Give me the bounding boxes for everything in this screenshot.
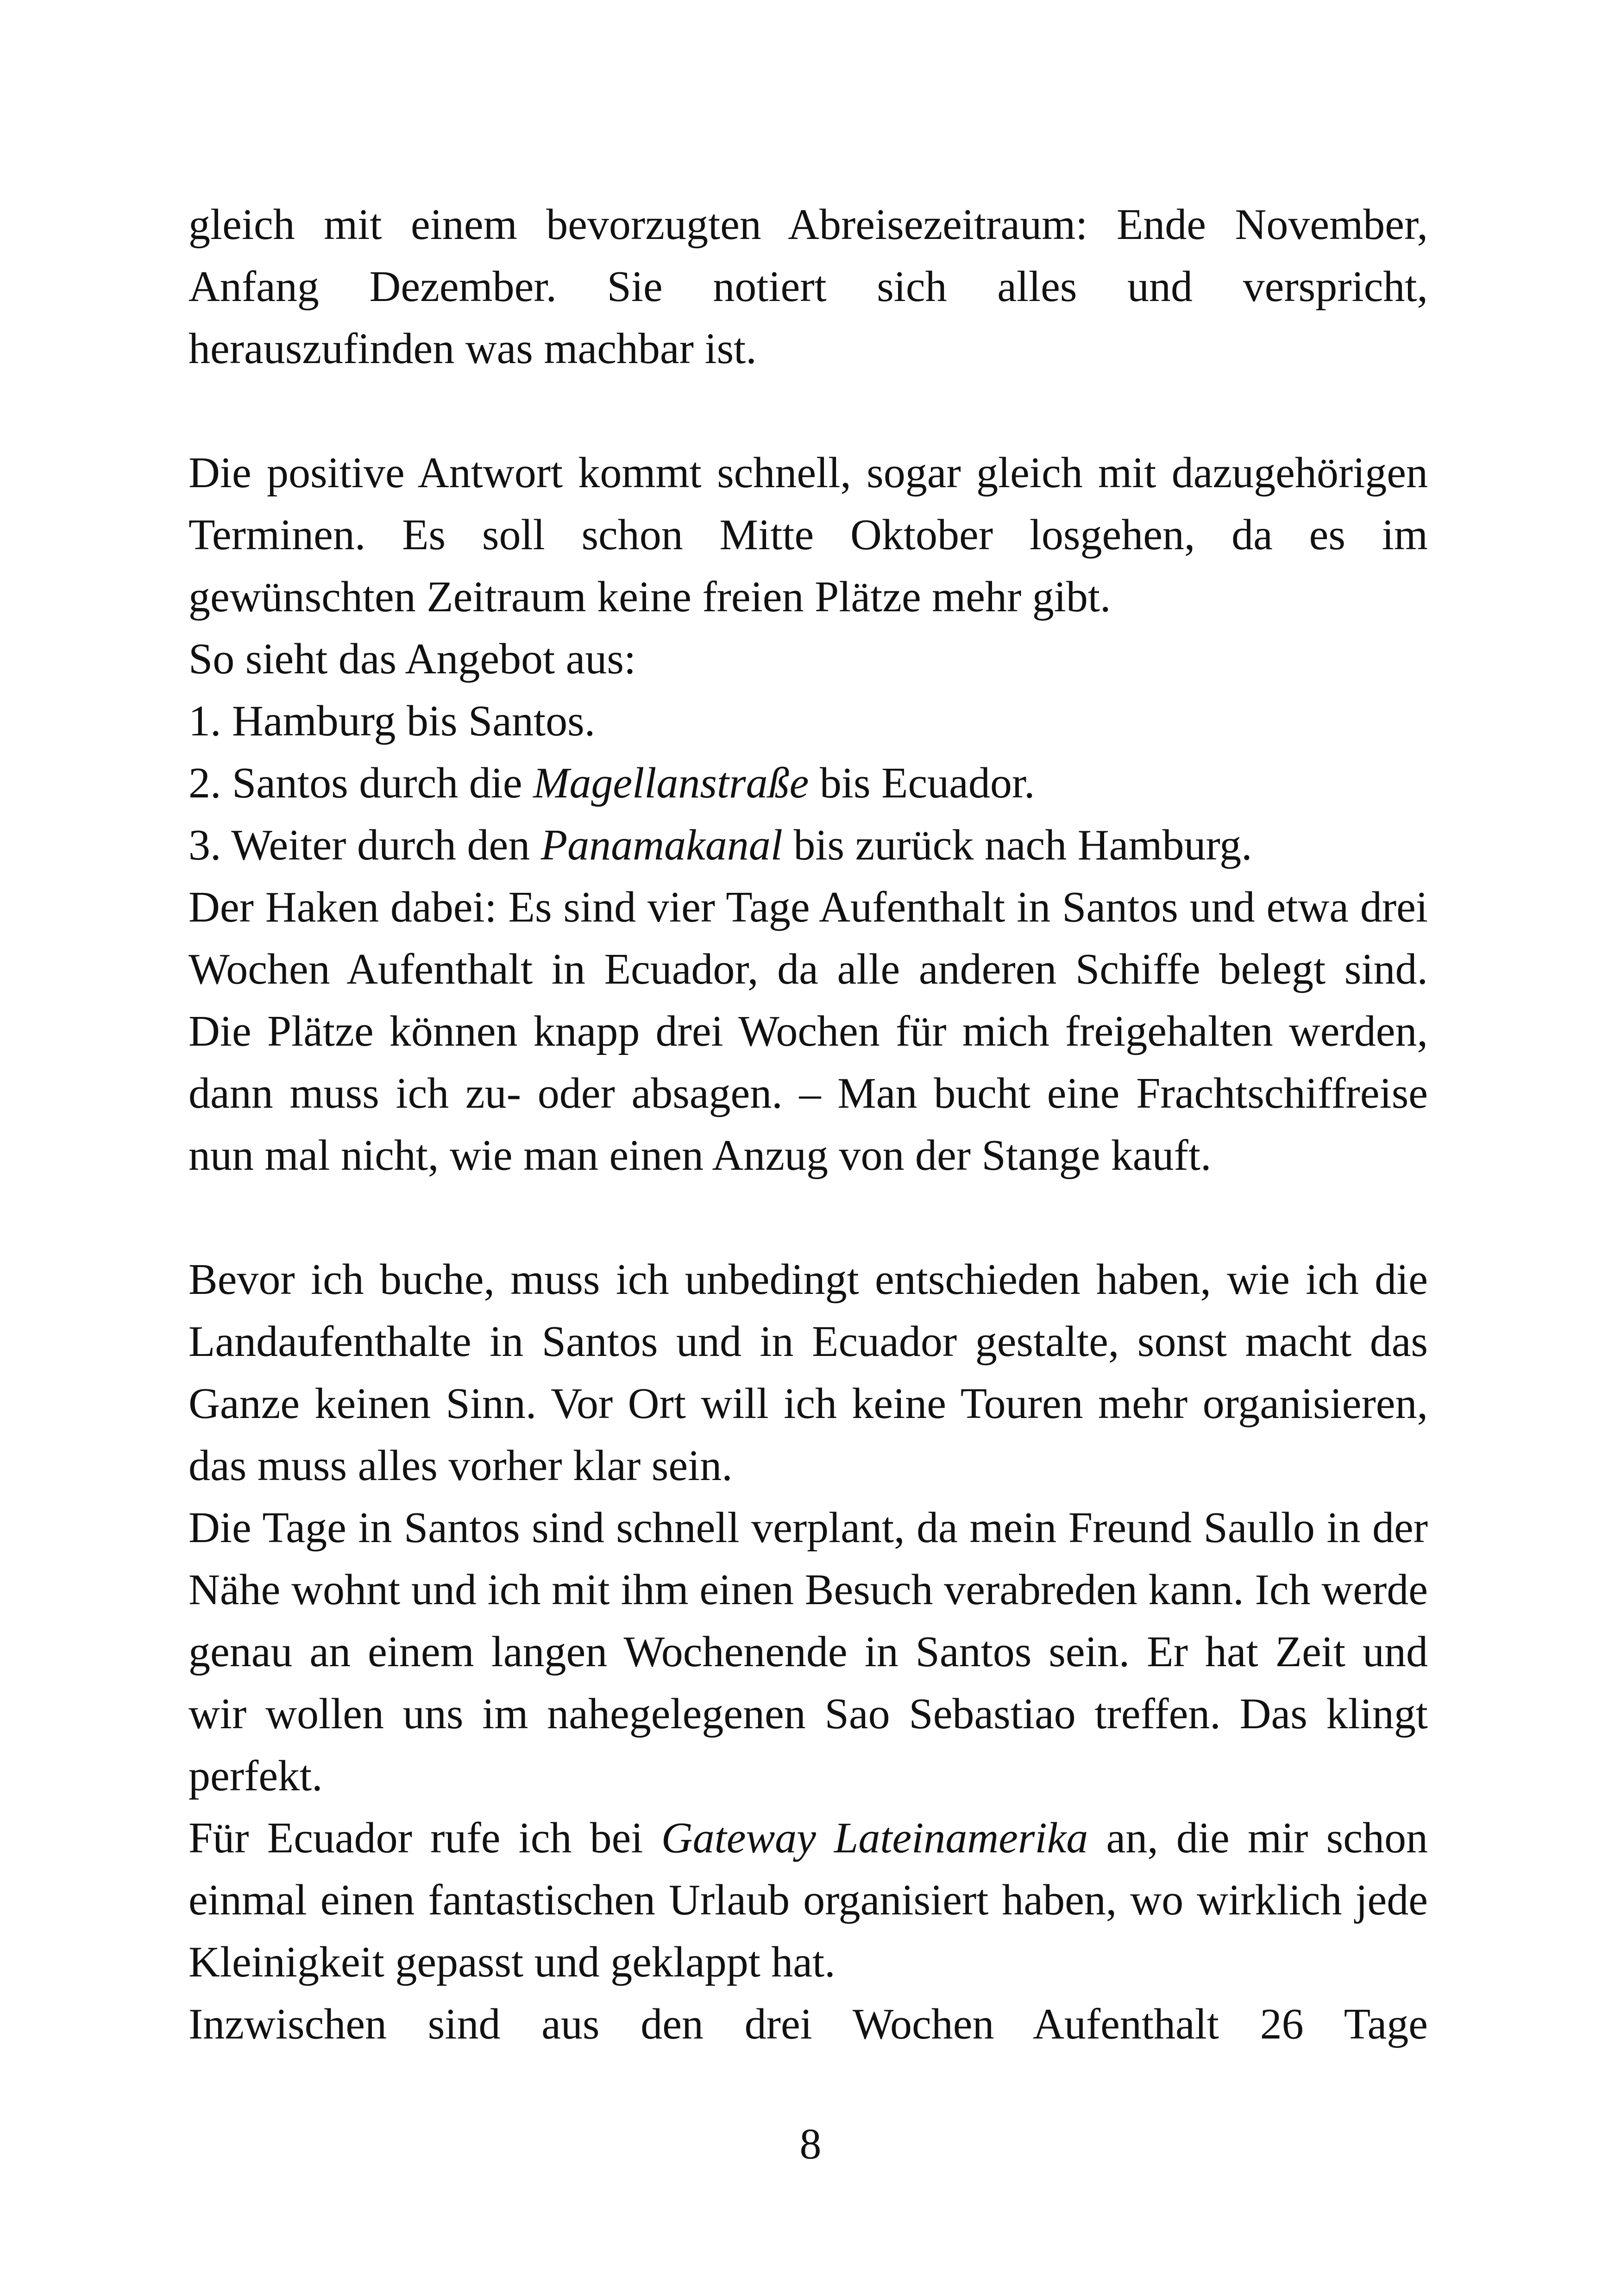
paragraph-gap	[188, 380, 1428, 442]
offer-item-3-prefix: 3. Weiter durch den	[188, 821, 541, 869]
offer-item-3-italic: Panamakanal	[540, 821, 783, 869]
offer-item-3	[188, 814, 1428, 876]
paragraph-7: Inzwischen sind aus den drei Wochen Aufenthalt 26 Tage	[188, 2000, 1428, 2048]
paragraph-5: Die Tage in Santos sind schnell verplant, da mein Freund Saullo in der Nähe wohnt und ich mit ihm einen Besuch verabreden kann. Ich werde genau an einem langen Wochenende in Santos sein. Er hat Zeit und wir wollen uns im nahegelegenen Sao Sebastiao treffen. Das klingt perfekt.	[188, 1504, 1428, 1800]
paragraph-2: Die positive Antwort kommt schnell, sogar gleich mit dazugehörigen Terminen. Es soll schon Mitte Oktober losgehen, da es im gewünschten Zeitraum keine freien Plätze mehr gibt.	[188, 449, 1428, 621]
paragraph-6-suffix: an, die mir schon einmal einen fantastischen Urlaub organisiert haben, wo wirklich jede Kleinigkeit gepasst und geklappt hat.	[188, 1814, 1428, 1986]
paragraph-1: gleich mit einem bevorzugten Abreisezeitraum: Ende November, Anfang Dezember. Sie notiert sich alles und verspricht, herauszufinden was machbar ist.	[188, 201, 1428, 373]
offer-item-3-suffix: bis zurück nach Hamburg.	[782, 821, 1252, 869]
offer-item-1: 1. Hamburg bis Santos.	[188, 697, 596, 745]
offer-item-2-prefix: 2. Santos durch die	[188, 759, 534, 807]
offer-item-2-italic: Magellanstraße	[533, 759, 809, 807]
offer-item-2-suffix: bis Ecuador.	[809, 759, 1035, 807]
body-text	[188, 194, 1428, 2055]
paragraph-6-italic: Gateway Lateinamerika	[661, 1814, 1088, 1862]
paragraph-4: Bevor ich buche, muss ich unbedingt entschieden haben, wie ich die Landaufenthalte in Santos und in Ecuador gestalte, sonst macht das Ganze keinen Sinn. Vor Ort will ich keine Touren mehr organisieren, das muss alles vorher klar sein.	[188, 1255, 1428, 1490]
page-number: 8	[799, 2120, 822, 2168]
offer-intro: So sieht das Angebot aus:	[188, 635, 636, 683]
paragraph-6	[188, 1807, 1428, 1993]
offer-item-2	[188, 752, 1428, 814]
paragraph-gap	[188, 1186, 1428, 1248]
paragraph-3: Der Haken dabei: Es sind vier Tage Aufenthalt in Santos und etwa drei Wochen Aufenthalt in Ecuador, da alle anderen Schiffe belegt sind. Die Plätze können knapp drei Wochen für mich freigehalten werden, dann muss ich zu- oder absagen. – Man bucht eine Frachtschiffreise nun mal nicht, wie man einen Anzug von der Stange kauft.	[188, 883, 1428, 1179]
paragraph-6-prefix: Für Ecuador rufe ich bei	[188, 1814, 661, 1862]
